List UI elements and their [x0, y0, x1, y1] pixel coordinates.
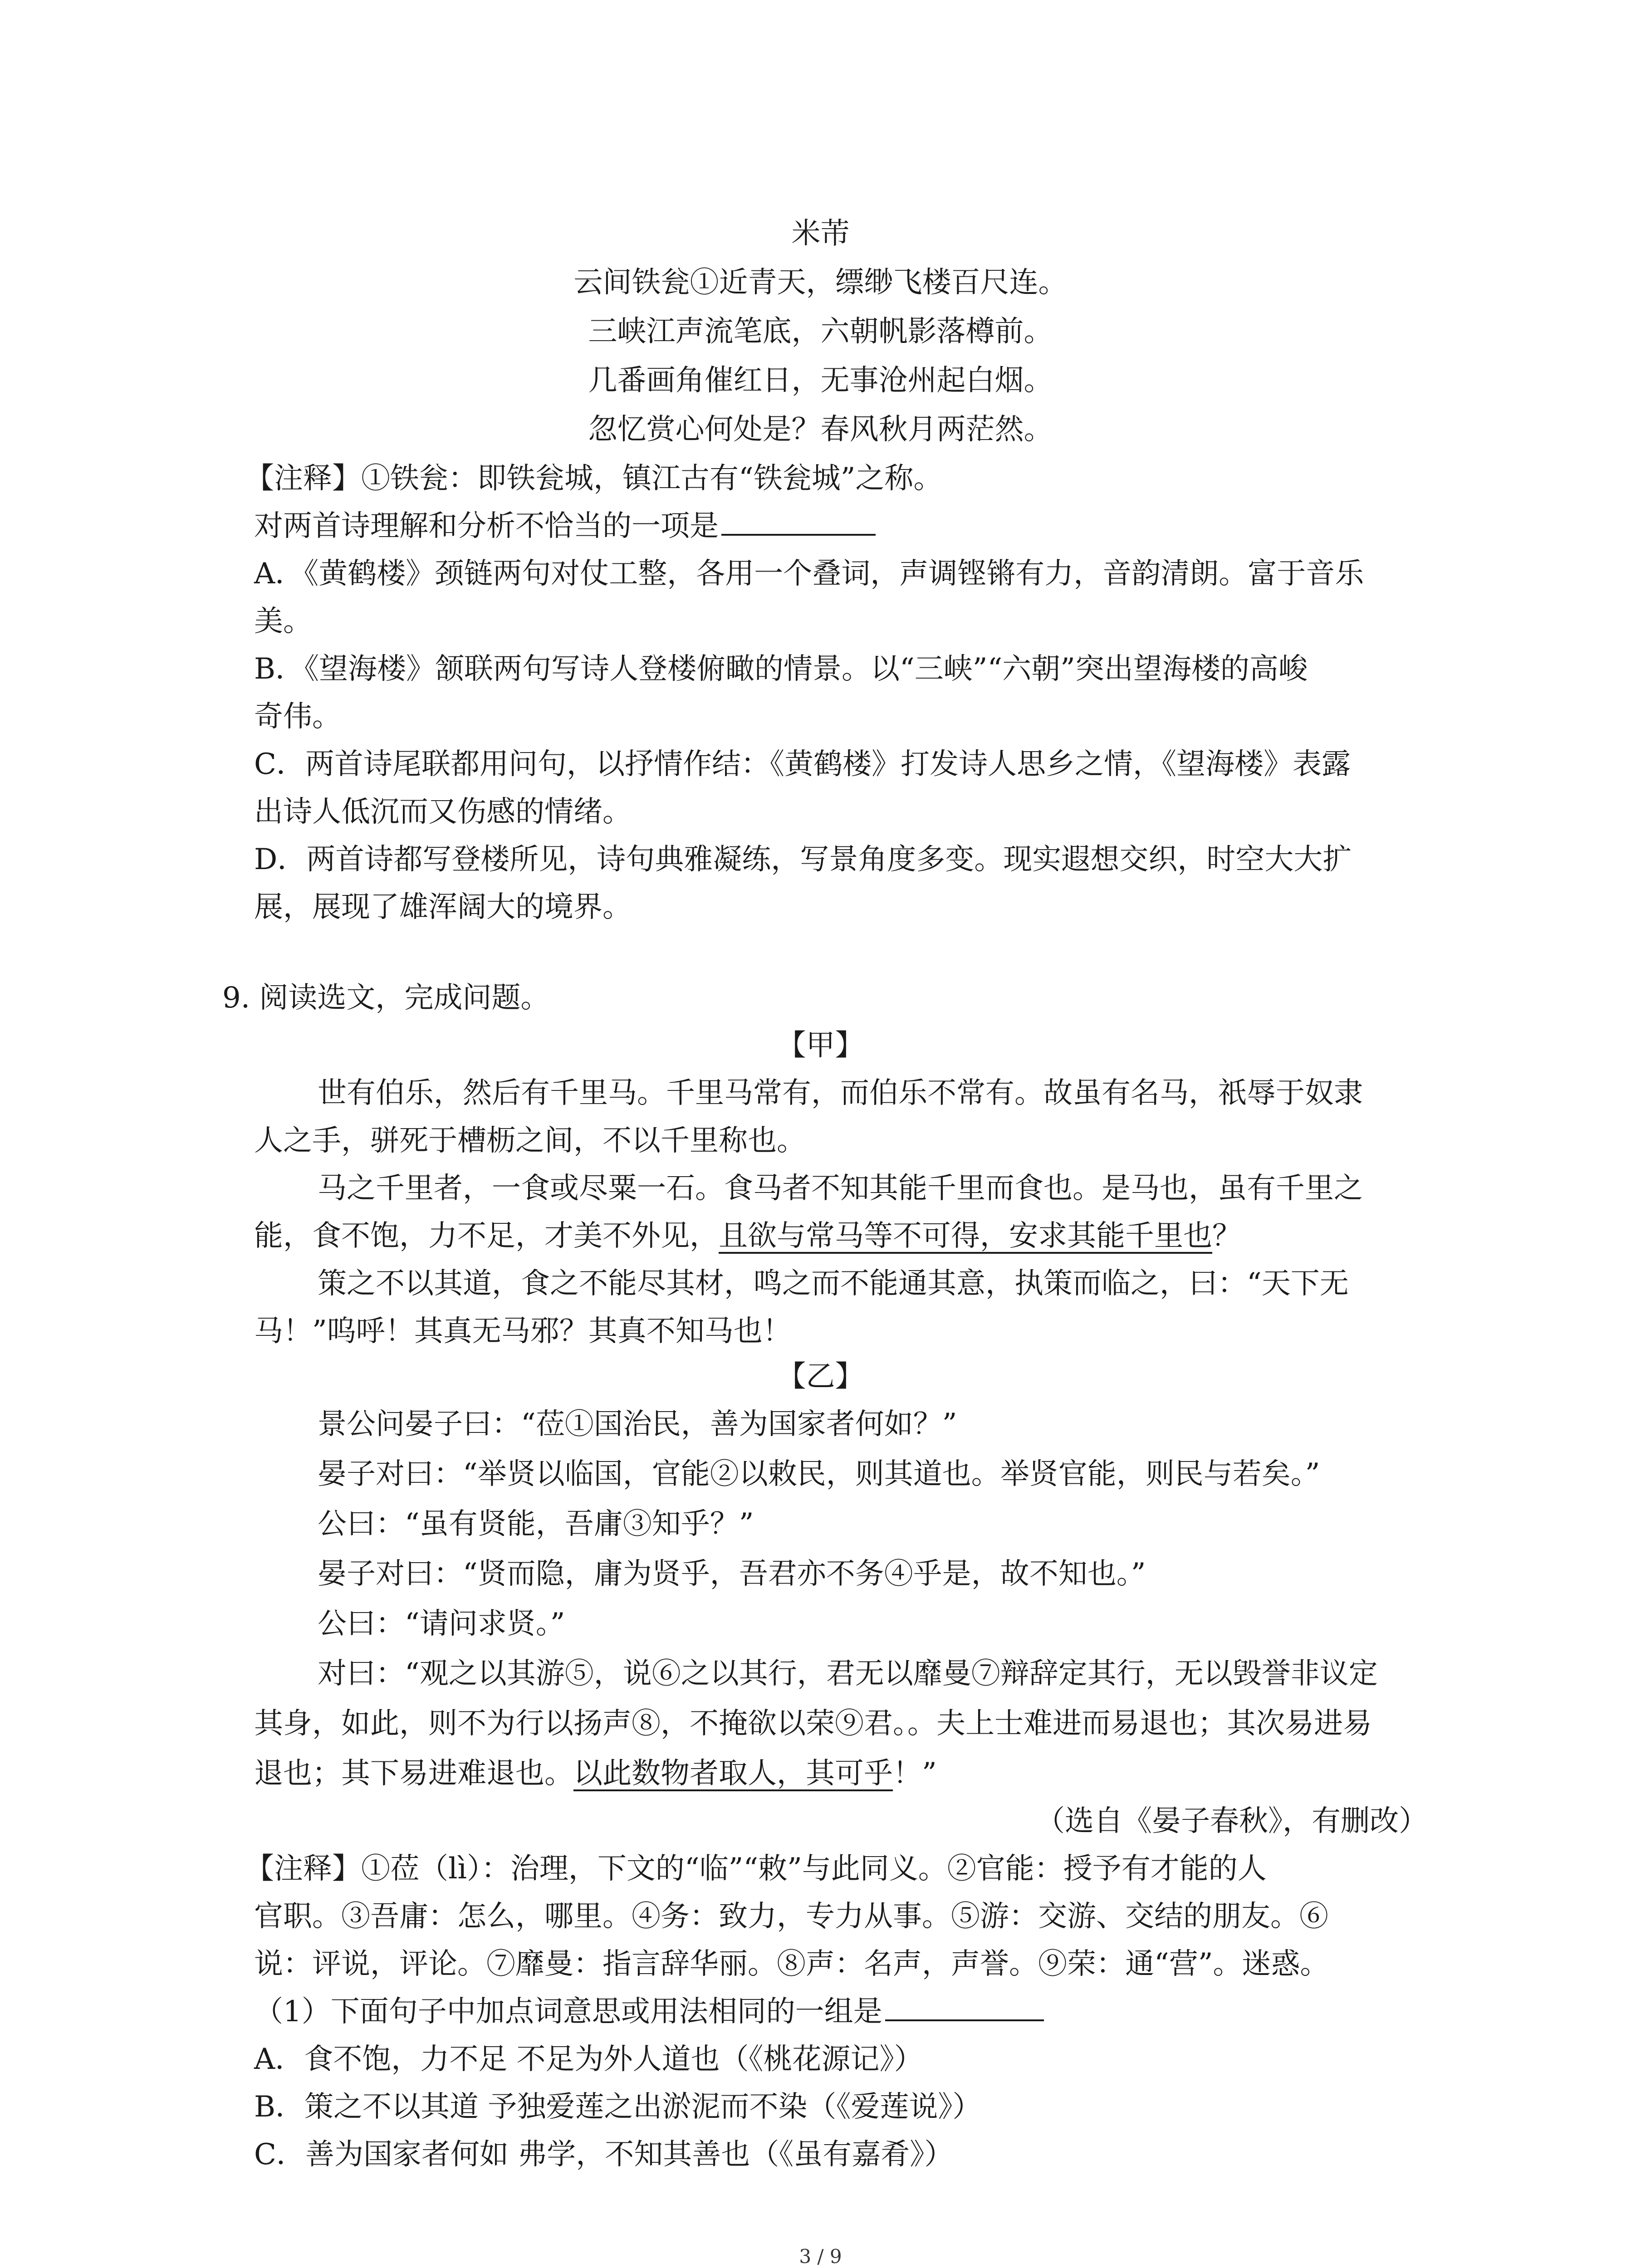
yi-line	[254, 1753, 937, 1794]
poem-line: 三峡江声流笔底，六朝帆影落樽前。	[588, 315, 1053, 348]
q8-stem	[254, 506, 876, 547]
notes-line: 【注释】①莅（lì）：治理，下文的“临”“敕”与此同义。②官能：授予有才能的人	[245, 1852, 1267, 1886]
notes-line: 说：评说，评论。⑦靡曼：指言辞华丽。⑧声：名声，声誉。⑨荣：通“营”。迷惑。	[254, 1947, 1329, 1981]
poem-note: 【注释】①铁瓮：即铁瓮城，镇江古有“铁瓮城”之称。	[245, 462, 943, 495]
underlined-sentence: 以此数物者取人，其可乎	[573, 1757, 893, 1790]
q8-option-b-cont: 奇伟。	[254, 700, 341, 733]
section-title-jia: 【甲】	[777, 1029, 864, 1062]
poem-line: 几番画角催红日，无事沧州起白烟。	[588, 364, 1053, 397]
jia-paragraph-2: 马之千里者，一食或尽粟一石。食马者不知其能千里而食也。是马也，虽有千里之	[318, 1172, 1363, 1205]
q8-option-b: B．《望海楼》颔联两句写诗人登楼俯瞰的情景。以“三峡”“六朝”突出望海楼的高峻	[254, 652, 1308, 686]
jia-paragraph-3-cont: 马！”呜呼！其真无马邪？其真不知马也！	[254, 1315, 792, 1348]
poem-line: 云间铁瓮①近青天，缥缈飞楼百尺连。	[573, 266, 1068, 299]
section-title-yi: 【乙】	[777, 1360, 864, 1393]
yi-line: 公曰：“请问求贤。”	[318, 1607, 565, 1641]
q8-option-a: A．《黄鹤楼》颈链两句对仗工整，各用一个叠词，声调铿锵有力，音韵清朗。富于音乐	[254, 557, 1364, 591]
answer-blank	[885, 1992, 1044, 2021]
sub1-option-c: C．善为国家者何如 弗学，不知其善也（《虽有嘉肴》）	[254, 2138, 954, 2171]
source-citation: （选自《晏子春秋》，有删改）	[1036, 1804, 1428, 1838]
q8-stem-text: 对两首诗理解和分析不恰当的一项是	[254, 509, 719, 543]
yi-line: 晏子对曰：“举贤以临国，官能②以敕民，则其道也。举贤官能，则民与若矣。”	[318, 1457, 1320, 1491]
yi-line: 晏子对曰：“贤而隐，庸为贤乎，吾君亦不务④乎是，故不知也。”	[318, 1557, 1146, 1591]
underlined-sentence: 且欲与常马等不可得，安求其能千里也	[719, 1219, 1212, 1253]
sub1-option-b: B．策之不以其道 予独爱莲之出淤泥而不染（《爱莲说》）	[254, 2090, 982, 2124]
q8-option-a-cont: 美。	[254, 605, 312, 638]
sub-question-1	[254, 1991, 1044, 2032]
yi-line: 其身，如此，则不为行以扬声⑧，不掩欲以荣⑨君。。夫上士难进而易退也；其次易进易	[254, 1707, 1372, 1740]
yi-line: 对曰：“观之以其游⑤，说⑥之以其行，君无以靡曼⑦辩辞定其行，无以毁誉非议定	[318, 1657, 1378, 1691]
q8-option-c: C．两首诗尾联都用问句，以抒情作结：《黄鹤楼》打发诗人思乡之情，《望海楼》表露	[254, 748, 1351, 781]
jia-text: ？	[1212, 1219, 1241, 1253]
jia-paragraph-3: 策之不以其道，食之不能尽其材，鸣之而不能通其意，执策而临之，曰：“天下无	[318, 1267, 1349, 1300]
q9-header: 9. 阅读选文，完成问题。	[222, 981, 550, 1015]
jia-paragraph-2-cont	[254, 1216, 1241, 1256]
q8-option-d-cont: 展，展现了雄浑阔大的境界。	[254, 890, 632, 924]
notes-line: 官职。③吾庸：怎么，哪里。④务：致力，专力从事。⑤游：交游、交结的朋友。⑥	[254, 1900, 1328, 1933]
q8-option-c-cont: 出诗人低沉而又伤感的情绪。	[254, 795, 632, 829]
sub-question-1-text: （1）下面句子中加点词意思或用法相同的一组是	[254, 1995, 882, 2028]
answer-blank	[721, 507, 876, 536]
yi-text: ！”	[893, 1757, 937, 1790]
sub1-option-a: A．食不饱，力不足 不足为外人道也（《桃花源记》）	[254, 2043, 923, 2076]
poem-line: 忽忆赏心何处是？春风秋月两茫然。	[588, 413, 1053, 446]
poem-author: 米芾	[791, 217, 850, 250]
jia-paragraph-1: 世有伯乐，然后有千里马。千里马常有，而伯乐不常有。故虽有名马，祇辱于奴隶	[318, 1076, 1363, 1110]
q8-option-d: D．两首诗都写登楼所见，诗句典雅凝练，写景角度多变。现实遐想交织，时空大大扩	[254, 843, 1352, 876]
jia-paragraph-1-cont: 人之手，骈死于槽枥之间，不以千里称也。	[254, 1124, 806, 1158]
yi-line: 景公问晏子曰：“莅①国治民，善为国家者何如？”	[318, 1408, 957, 1441]
yi-line: 公曰：“虽有贤能，吾庸③知乎？”	[318, 1507, 754, 1541]
jia-text: 能，食不饱，力不足，才美不外见，	[254, 1219, 719, 1253]
page-number: 3 / 9	[799, 2245, 842, 2268]
yi-text: 退也；其下易进难退也。	[254, 1757, 573, 1790]
